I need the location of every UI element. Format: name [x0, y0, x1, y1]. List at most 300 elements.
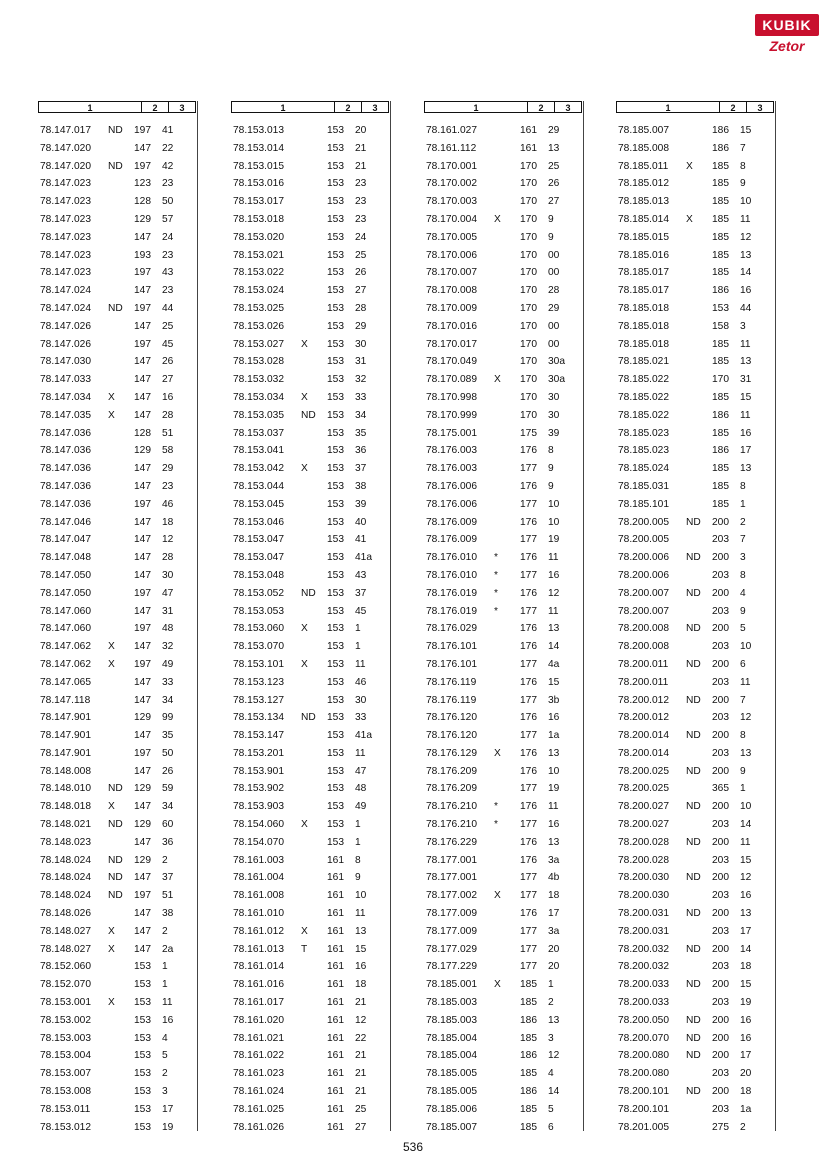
- position: 25: [162, 320, 174, 332]
- position: 14: [740, 943, 752, 955]
- position: 1: [355, 641, 361, 653]
- table-row: [618, 318, 775, 336]
- part-number: 78.147.030: [40, 356, 91, 368]
- flag: [494, 905, 520, 923]
- flag: [494, 1119, 520, 1137]
- flag: [301, 869, 327, 887]
- page-ref: 200: [712, 908, 729, 920]
- part-number: 78.147.034: [40, 391, 91, 403]
- part-number: 78.153.032: [233, 374, 284, 386]
- flag: [108, 193, 134, 211]
- page-ref: 153: [327, 463, 344, 475]
- page-ref: 147: [134, 872, 151, 884]
- page-ref: 176: [520, 641, 537, 653]
- part-number: 78.200.027: [618, 801, 669, 813]
- page-ref: 203: [712, 747, 729, 759]
- table-row: [618, 140, 775, 158]
- page-ref: 147: [134, 534, 151, 546]
- part-number: 78.147.060: [40, 623, 91, 635]
- flag: [108, 585, 134, 603]
- page-ref: 170: [520, 374, 537, 386]
- position: 11: [740, 409, 751, 421]
- part-number: 78.185.031: [618, 480, 669, 492]
- table-row: [426, 1065, 583, 1083]
- table-row: [40, 585, 197, 603]
- position: 15: [740, 854, 752, 866]
- part-number: 78.153.026: [233, 320, 284, 332]
- part-number: 78.153.034: [233, 391, 284, 403]
- part-number: 78.200.101: [618, 1103, 669, 1115]
- flag: [494, 709, 520, 727]
- page-ref: 176: [520, 445, 537, 457]
- page-ref: 200: [712, 801, 729, 813]
- position: 16: [162, 391, 174, 403]
- page-ref: 170: [520, 231, 537, 243]
- part-number: 78.176.210: [426, 819, 477, 831]
- part-number: 78.153.027: [233, 338, 284, 350]
- table-row: [40, 460, 197, 478]
- flag: [494, 620, 520, 638]
- table-row: [40, 336, 197, 354]
- position: 3a: [548, 925, 560, 937]
- table-row: [618, 1119, 775, 1137]
- table-row: [233, 158, 390, 176]
- flag: [301, 994, 327, 1012]
- table-row: [618, 1012, 775, 1030]
- position: 27: [355, 285, 367, 297]
- table-row: [233, 745, 390, 763]
- part-number: 78.200.025: [618, 783, 669, 795]
- table-row: [40, 674, 197, 692]
- page-ref: 186: [712, 285, 729, 297]
- position: 10: [355, 890, 367, 902]
- flag: ND: [108, 783, 123, 795]
- position: 30: [548, 391, 560, 403]
- flag: ND: [108, 890, 123, 902]
- flag: [494, 727, 520, 745]
- flag: [686, 300, 712, 318]
- page-ref: 153: [134, 961, 151, 973]
- part-number: 78.176.006: [426, 480, 477, 492]
- page-ref: 170: [520, 409, 537, 421]
- page-ref: 177: [520, 925, 537, 937]
- position: 00: [548, 320, 560, 332]
- page-ref: 177: [520, 569, 537, 581]
- page-ref: 177: [520, 943, 537, 955]
- page-ref: 197: [134, 658, 151, 670]
- page-ref: 185: [712, 391, 729, 403]
- table-row: [233, 1012, 390, 1030]
- flag: [686, 780, 712, 798]
- table-row: [618, 994, 775, 1012]
- flag: ND: [686, 1050, 701, 1062]
- flag: [108, 531, 134, 549]
- position: 28: [162, 409, 174, 421]
- page-ref: 153: [327, 302, 344, 314]
- position: 44: [162, 302, 174, 314]
- page-ref: 197: [134, 890, 151, 902]
- flag: ND: [301, 712, 316, 724]
- part-number: 78.153.901: [233, 765, 284, 777]
- page-ref: 153: [327, 516, 344, 528]
- table-row: [40, 407, 197, 425]
- position: 34: [162, 801, 174, 813]
- flag: [301, 140, 327, 158]
- flag: ND: [686, 872, 701, 884]
- table-row: [40, 976, 197, 994]
- table-row: [233, 211, 390, 229]
- page-ref: 153: [327, 480, 344, 492]
- page-ref: 203: [712, 1068, 729, 1080]
- part-number: 78.170.007: [426, 267, 477, 279]
- part-number: 78.147.017: [40, 125, 91, 136]
- table-row: [233, 478, 390, 496]
- table-row: [426, 692, 583, 710]
- part-number: 78.185.018: [618, 338, 669, 350]
- position: 21: [355, 997, 367, 1009]
- page-ref: 158: [712, 320, 729, 332]
- flag: X: [108, 409, 115, 421]
- part-number: 78.185.021: [618, 356, 669, 368]
- position: 12: [355, 1014, 367, 1026]
- flag: [301, 763, 327, 781]
- part-number: 78.185.012: [618, 178, 669, 190]
- table-row: [40, 353, 197, 371]
- position: 18: [740, 1086, 752, 1098]
- page-ref: 161: [327, 1032, 344, 1044]
- flag: X: [108, 997, 115, 1009]
- page-ref: 203: [712, 534, 729, 546]
- part-number: 78.153.042: [233, 463, 284, 475]
- page-ref: 185: [712, 249, 729, 261]
- flag: [301, 905, 327, 923]
- part-number: 78.200.014: [618, 747, 669, 759]
- table-row: [426, 976, 583, 994]
- page-ref: 153: [327, 356, 344, 368]
- table-row: [618, 1030, 775, 1048]
- table-row: [426, 1012, 583, 1030]
- table-row: [426, 798, 583, 816]
- part-number: 78.200.028: [618, 854, 669, 866]
- position: 42: [162, 160, 174, 172]
- flag: [494, 318, 520, 336]
- position: 13: [740, 356, 752, 368]
- position: 33: [355, 712, 367, 724]
- flag: ND: [686, 694, 701, 706]
- flag: X: [686, 160, 693, 172]
- part-number: 78.200.027: [618, 819, 669, 831]
- table-row: [40, 140, 197, 158]
- position: 27: [162, 374, 174, 386]
- position: 3a: [548, 854, 560, 866]
- part-number: 78.154.070: [233, 836, 284, 848]
- part-number: 78.153.101: [233, 658, 284, 670]
- table-row: [426, 1119, 583, 1137]
- table-row: [618, 460, 775, 478]
- page-ref: 185: [520, 1068, 537, 1080]
- page-ref: 176: [520, 480, 537, 492]
- part-number: 78.185.003: [426, 997, 477, 1009]
- position: 23: [162, 480, 174, 492]
- part-number: 78.176.010: [426, 569, 477, 581]
- part-number: 78.200.011: [618, 658, 669, 670]
- page-ref: 170: [520, 213, 537, 225]
- part-number: 78.147.062: [40, 658, 91, 670]
- page-ref: 177: [520, 872, 537, 884]
- page-ref: 200: [712, 836, 729, 848]
- position: 18: [355, 979, 367, 991]
- part-number: 78.147.024: [40, 285, 91, 297]
- position: 47: [162, 587, 174, 599]
- table-row: [618, 531, 775, 549]
- table-row: [618, 603, 775, 621]
- part-number: 78.153.053: [233, 605, 284, 617]
- page-ref: 153: [134, 1032, 151, 1044]
- flag: [301, 638, 327, 656]
- flag: [301, 300, 327, 318]
- position: 41: [162, 125, 174, 136]
- flag: [686, 816, 712, 834]
- part-number: 78.176.209: [426, 765, 477, 777]
- flag: [108, 620, 134, 638]
- part-number: 78.185.005: [426, 1086, 477, 1098]
- position: 51: [162, 427, 174, 439]
- part-number: 78.176.229: [426, 836, 477, 848]
- position: 6: [548, 1121, 554, 1133]
- page-ref: 147: [134, 641, 151, 653]
- flag: [108, 496, 134, 514]
- table-row: [618, 247, 775, 265]
- part-number: 78.185.008: [618, 142, 669, 154]
- part-number: 78.147.026: [40, 338, 91, 350]
- part-number: 78.153.011: [40, 1103, 91, 1115]
- position: 57: [162, 213, 174, 225]
- position: 18: [162, 516, 174, 528]
- position: 9: [548, 213, 554, 225]
- flag: [301, 1065, 327, 1083]
- position: 11: [740, 676, 751, 688]
- page-ref: 153: [327, 445, 344, 457]
- part-number: 78.200.030: [618, 890, 669, 902]
- flag: [686, 318, 712, 336]
- part-number: 78.147.047: [40, 534, 91, 546]
- page-ref: 200: [712, 872, 729, 884]
- table-row: [40, 229, 197, 247]
- page-ref: 153: [134, 1050, 151, 1062]
- flag: [301, 834, 327, 852]
- table-row: [618, 869, 775, 887]
- position: 99: [162, 712, 174, 724]
- position: 9: [548, 231, 554, 243]
- table-row: [618, 976, 775, 994]
- page-ref: 147: [134, 356, 151, 368]
- position: 1: [162, 979, 168, 991]
- table-row: [618, 371, 775, 389]
- page-ref: 161: [327, 1103, 344, 1115]
- table-row: [233, 353, 390, 371]
- flag: *: [494, 819, 498, 831]
- page-ref: 147: [134, 374, 151, 386]
- part-number: 78.176.029: [426, 623, 477, 635]
- page-number: 536: [402, 1140, 424, 1154]
- flag: [494, 407, 520, 425]
- page-ref: 153: [327, 391, 344, 403]
- flag: [108, 976, 134, 994]
- part-number: 78.147.060: [40, 605, 91, 617]
- table-row: [233, 425, 390, 443]
- page-ref: 185: [712, 267, 729, 279]
- position: 39: [355, 498, 367, 510]
- position: 45: [355, 605, 367, 617]
- position: 37: [355, 463, 367, 475]
- position: 16: [740, 890, 752, 902]
- position: 9: [548, 480, 554, 492]
- part-number: 78.185.014: [618, 213, 669, 225]
- position: 12: [740, 712, 752, 724]
- page-ref: 147: [134, 836, 151, 848]
- table-row: [618, 353, 775, 371]
- page-ref: 153: [327, 249, 344, 261]
- flag: [686, 282, 712, 300]
- flag: [108, 727, 134, 745]
- page-ref: 153: [327, 534, 344, 546]
- page-ref: 170: [520, 285, 537, 297]
- flag: [686, 638, 712, 656]
- flag: [301, 1083, 327, 1101]
- flag: [686, 478, 712, 496]
- page-ref: 147: [134, 516, 151, 528]
- table-row: [426, 229, 583, 247]
- page-ref: 161: [327, 961, 344, 973]
- flag: ND: [108, 819, 123, 831]
- table-row: [233, 318, 390, 336]
- part-number: 78.147.036: [40, 427, 91, 439]
- table-row: [426, 158, 583, 176]
- page-ref: 161: [327, 1050, 344, 1062]
- part-number: 78.200.050: [618, 1014, 669, 1026]
- table-row: [426, 1047, 583, 1065]
- page-ref: 185: [712, 178, 729, 190]
- page-ref: 153: [327, 783, 344, 795]
- part-number: 78.185.015: [618, 231, 669, 243]
- page-ref: 147: [134, 605, 151, 617]
- flag: [301, 211, 327, 229]
- position: 5: [162, 1050, 168, 1062]
- position: 21: [355, 142, 367, 154]
- position: 3: [740, 320, 746, 332]
- table-row: [618, 727, 775, 745]
- header-col-2: 2: [335, 102, 362, 112]
- page-ref: 200: [712, 730, 729, 742]
- page-ref: 176: [520, 747, 537, 759]
- page-ref: 186: [712, 142, 729, 154]
- part-number: 78.200.006: [618, 569, 669, 581]
- table-row: [233, 638, 390, 656]
- position: 22: [162, 142, 174, 154]
- part-number: 78.147.065: [40, 676, 91, 688]
- page-ref: 153: [327, 178, 344, 190]
- part-number: 78.147.033: [40, 374, 91, 386]
- page-ref: 200: [712, 658, 729, 670]
- position: 2: [162, 925, 168, 937]
- table-row: [40, 958, 197, 976]
- part-number: 78.200.014: [618, 730, 669, 742]
- part-number: 78.176.120: [426, 712, 477, 724]
- position: 1: [355, 836, 361, 848]
- position: 47: [355, 765, 367, 777]
- position: 7: [740, 142, 746, 154]
- flag: X: [301, 391, 308, 403]
- position: 48: [162, 623, 174, 635]
- page-ref: 153: [327, 125, 344, 136]
- part-number: 78.153.047: [233, 552, 284, 564]
- page-ref: 153: [327, 730, 344, 742]
- table-row: [40, 638, 197, 656]
- flag: X: [494, 213, 501, 225]
- position: 13: [548, 1014, 560, 1026]
- page-ref: 186: [520, 1086, 537, 1098]
- part-number: 78.185.003: [426, 1014, 477, 1026]
- position: 43: [162, 267, 174, 279]
- page-ref: 153: [327, 213, 344, 225]
- position: 2: [548, 997, 554, 1009]
- table-row: [40, 389, 197, 407]
- table-row: [233, 442, 390, 460]
- flag: ND: [108, 160, 123, 172]
- position: 24: [162, 231, 174, 243]
- part-number: 78.148.018: [40, 801, 91, 813]
- flag: [108, 1083, 134, 1101]
- header-col-2: 2: [528, 102, 555, 112]
- flag: ND: [686, 836, 701, 848]
- flag: [686, 175, 712, 193]
- page-ref: 153: [134, 1121, 151, 1133]
- part-number: 78.185.018: [618, 302, 669, 314]
- flag: ND: [686, 1086, 701, 1098]
- position: 15: [740, 979, 752, 991]
- flag: [494, 674, 520, 692]
- position: 16: [548, 569, 560, 581]
- flag: [108, 425, 134, 443]
- part-number: 78.170.002: [426, 178, 477, 190]
- part-number: 78.185.017: [618, 267, 669, 279]
- table-row: [426, 318, 583, 336]
- table-row: [233, 1065, 390, 1083]
- flag: ND: [686, 979, 701, 991]
- position: 12: [548, 587, 560, 599]
- page-ref: 147: [134, 552, 151, 564]
- page-ref: 161: [327, 943, 344, 955]
- part-number: 78.153.018: [233, 213, 284, 225]
- page-ref: 147: [134, 463, 151, 475]
- position: 50: [162, 196, 174, 208]
- flag: [686, 1119, 712, 1137]
- part-number: 78.154.060: [233, 819, 284, 831]
- flag: [301, 603, 327, 621]
- flag: ND: [686, 730, 701, 742]
- position: 3: [162, 1086, 168, 1098]
- page-ref: 129: [134, 783, 151, 795]
- position: 4a: [548, 658, 560, 670]
- table-row: [426, 745, 583, 763]
- flag: [108, 229, 134, 247]
- page-ref: 153: [327, 587, 344, 599]
- part-number: 78.200.012: [618, 712, 669, 724]
- part-number: 78.170.089: [426, 374, 477, 386]
- flag: [686, 603, 712, 621]
- flag: [686, 887, 712, 905]
- table-row: [233, 229, 390, 247]
